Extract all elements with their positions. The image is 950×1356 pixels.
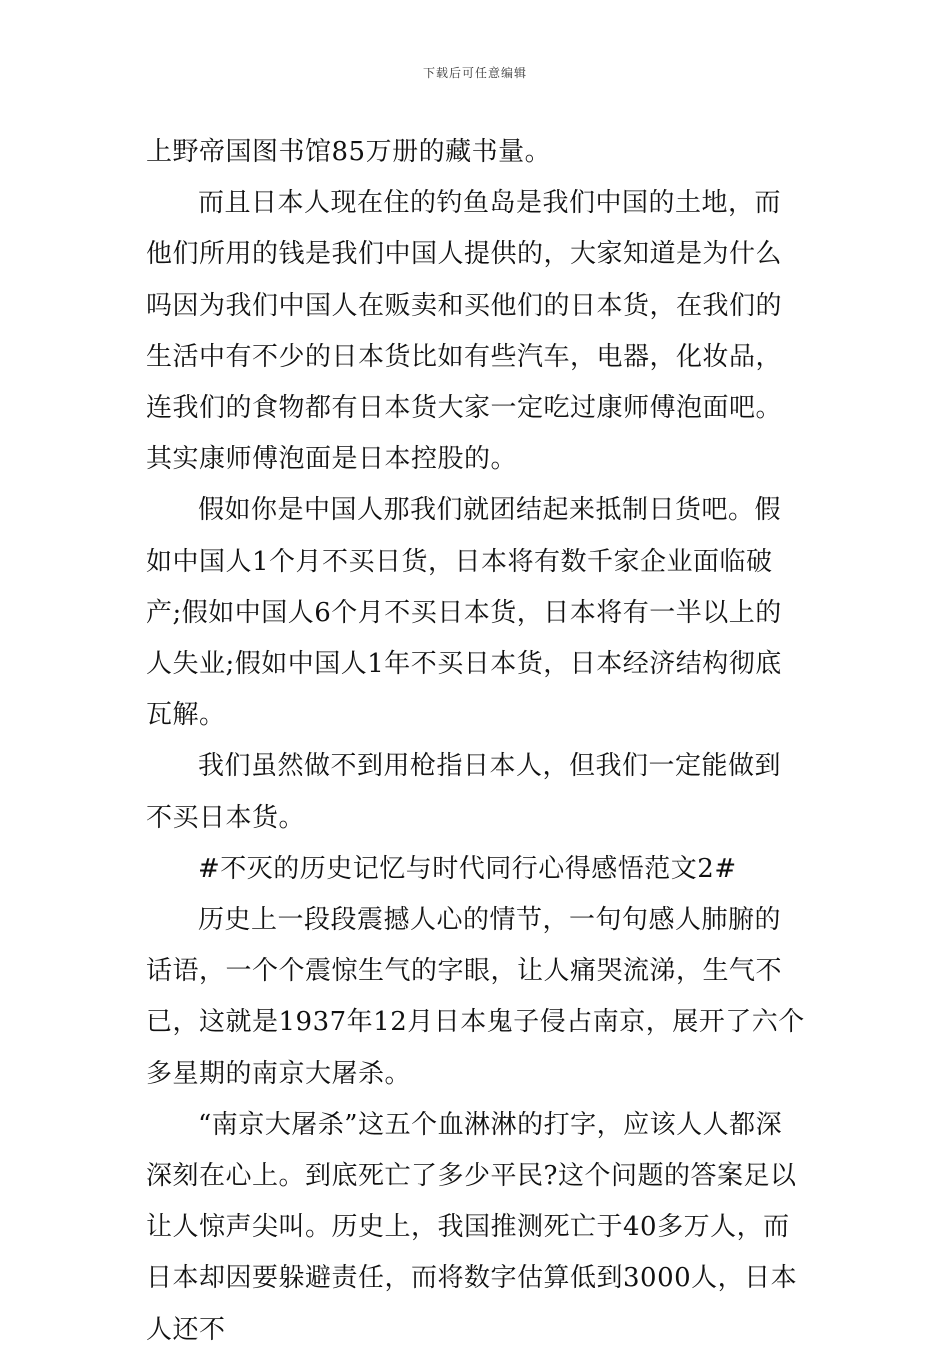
- page-header: 下载后可任意编辑: [422, 66, 527, 80]
- paragraph-2: 而且日本人现在住的钓鱼岛是我们中国的土地，而他们所用的钱是我们中国人提供的，大家知道是为什么吗因为我们中国人在贩卖和买他们的日本货，在我们的生活中有不少的日本货比如有些汽车，电器，化妆品，连我们的食物都有日本货大家一定吃过康师傅泡面吧。其实康师傅泡面是日本控股的。: [146, 188, 783, 475]
- paragraph-5: 历史上一段段震撼人心的情节，一句句感人肺腑的话语，一个个震惊生气的字眼，让人痛哭流涕，生气不已，这就是1937年12月日本鬼子侵占南京，展开了六个多星期的南京大屠杀。: [146, 905, 805, 1089]
- paragraph-6: “南京大屠杀”这五个血淋淋的打字，应该人人都深深刻在心上。到底死亡了多少平民?这个问题的答案足以让人惊声尖叫。历史上，我国推测死亡于40多万人，而日本却因要躲避责任，而将数字估算低到3000人，日本人还不: [146, 1109, 798, 1345]
- paragraph-4: 我们虽然做不到用枪指日本人，但我们一定能做到不买日本货。: [146, 751, 782, 833]
- paragraph-1: 上野帝国图书馆85万册的藏书量。: [146, 137, 552, 167]
- document-body: [146, 127, 806, 1356]
- section-heading: #不灭的历史记忆与时代同行心得感悟范文2#: [198, 853, 737, 884]
- paragraph-3: 假如你是中国人那我们就团结起来抵制日货吧。假如中国人1个月不买日货，日本将有数千家企业面临破产;假如中国人6个月不买日本货，日本将有一半以上的人失业;假如中国人1年不买日本货，日本经济结构彻底瓦解。: [146, 495, 782, 731]
